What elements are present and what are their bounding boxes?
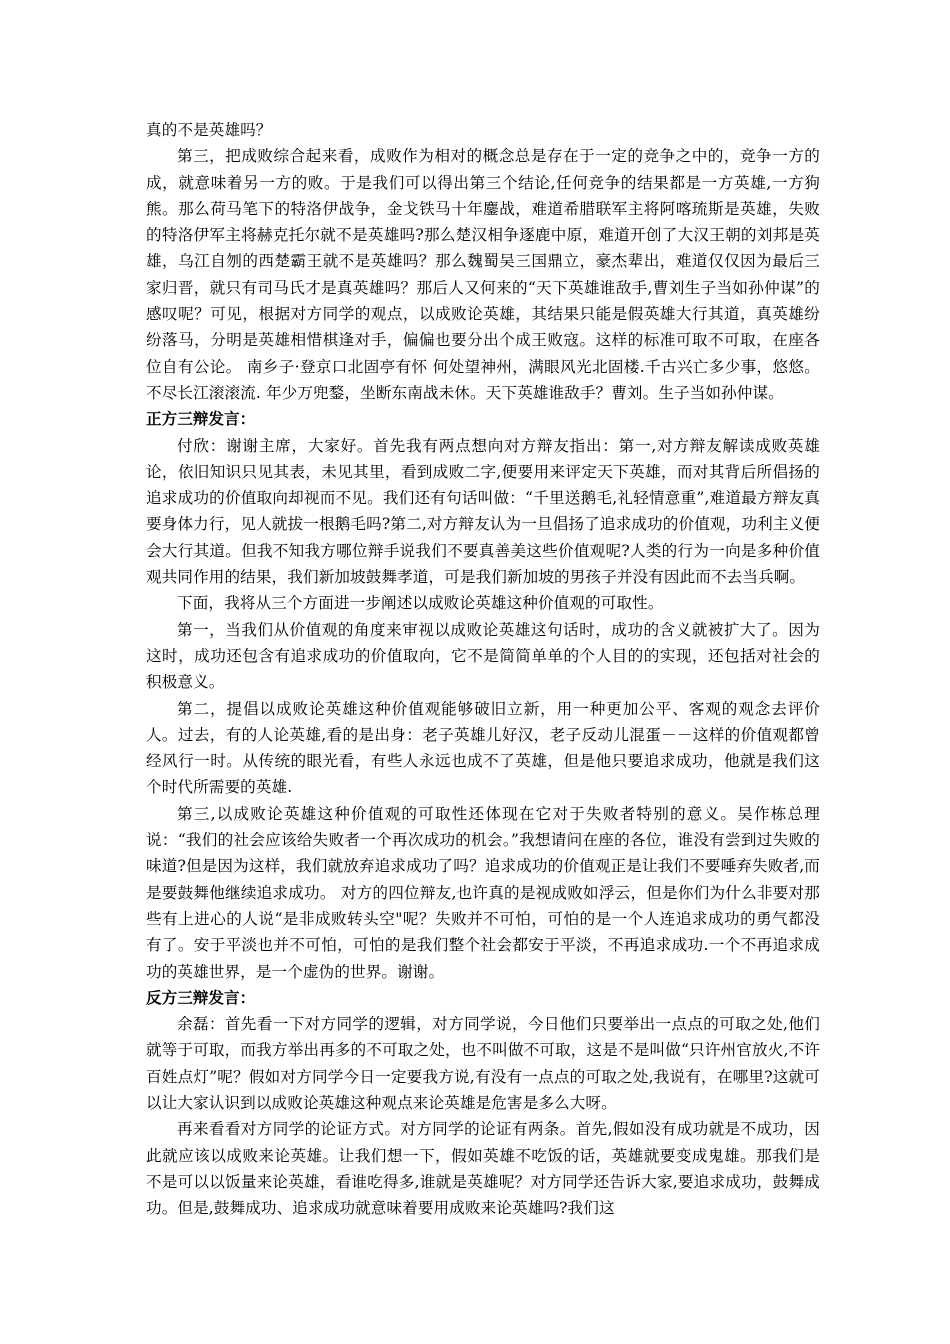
- paragraph: 第三，把成败综合起来看，成败作为相对的概念总是存在于一定的竞争之中的，竞争一方的成，就意味着另一方的败。于是我们可以得出第三个结论,任何竞争的结果都是一方英雄,一方狗熊。那么荷马笔下的特洛伊战争，金戈铁马十年鏖战，难道希腊联军主将阿喀琉斯是英雄，失败的特洛伊军主将赫克托尔就不是英雄吗?那么楚汉相争逐鹿中原，难道开创了大汉王朝的刘邦是英雄，乌江自刎的西楚霸王就不是英雄吗？那么魏蜀吴三国鼎立，豪杰辈出，难道仅仅因为最后三家归晋，就只有司马氏才是真英雄吗？那后人又何来的“天下英雄谁敌手,曹刘生子当如孙仲谋”的感叹呢？可见，根据对方同学的观点，以成败论英雄，其结果只能是假英雄大行其道，真英雄纷纷落马，分明是英雄相惜棋逢对手，偏偏也要分出个成王败寇。这样的标准可取不可取，在座各位自有公论。 南乡子·登京口北固亭有怀 何处望神州，满眼风光北固楼.千古兴亡多少事，悠悠。不尽长江滚滚流. 年少万兜鍪，坐断东南战未休。天下英雄谁敌手？曹刘。生子当如孙仲谋。: [146, 147, 820, 402]
- paragraph: 真的不是英雄吗？: [146, 121, 272, 139]
- paragraph: 余磊：首先看一下对方同学的逻辑，对方同学说，今日他们只要举出一点点的可取之处,他们就等于可取，而我方举出再多的不可取之处，也不叫做不可取，这是不是叫做“只许州官放火,不许百姓点灯”呢？假如对方同学今日一定要我方说,有没有一点点的可取之处,我说有，在哪里?这就可以让大家认识到以成败论英雄这种观点来论英雄是危害是多么大呀。: [146, 1015, 820, 1112]
- document-page: [146, 117, 820, 1221]
- paragraph: 第三,以成败论英雄这种价值观的可取性还体现在它对于失败者特别的意义。吴作栋总理说：“我们的社会应该给失败者一个再次成功的机会。”我想请问在座的各位，谁没有尝到过失败的味道?但是因为这样，我们就放弃追求成功了吗？追求成功的价值观正是让我们不要唾弃失败者,而是要鼓舞他继续追求成功。 对方的四位辩友,也许真的是视成败如浮云，但是你们为什么非要对那些有上进心的人说“是非成败转头空"呢？失败并不可怕，可怕的是一个人连追求成功的勇气都没有了。安于平淡也并不可怕，可怕的是我们整个社会都安于平淡，不再追求成功.一个不再追求成功的英雄世界，是一个虚伪的世界。谢谢。: [146, 804, 820, 981]
- paragraph: 第一，当我们从价值观的角度来审视以成败论英雄这句话时，成功的含义就被扩大了。因为这时，成功还包含有追求成功的价值取向，它不是简简单单的个人目的的实现，还包括对社会的积极意义。: [146, 620, 820, 692]
- section-heading: 正方三辩发言：: [146, 410, 256, 429]
- paragraph: 付欣：谢谢主席，大家好。首先我有两点想向对方辩友指出：第一,对方辩友解读成败英雄论，依旧知识只见其表，未见其里，看到成败二字,便要用来评定天下英雄，而对其背后所倡扬的追求成功的价值取向却视而不见。我们还有句话叫做：“千里送鹅毛,礼轻情意重”,难道最方辩友真要身体力行，见人就拔一根鹅毛吗?第二,对方辩友认为一旦倡扬了追求成功的价值观，功利主义便会大行其道。但我不知我方哪位辩手说我们不要真善美这些价值观呢?人类的行为一向是多种价值观共同作用的结果，我们新加坡鼓舞孝道，可是我们新加坡的男孩子并没有因此而不去当兵啊。: [146, 436, 820, 587]
- paragraph: 下面，我将从三个方面进一步阐述以成败论英雄这种价值观的可取性。: [177, 594, 664, 613]
- paragraph: 第二，提倡以成败论英雄这种价值观能够破旧立新，用一种更加公平、客观的观念去评价人。过去，有的人论英雄,看的是出身：老子英雄儿好汉，老子反动儿混蛋－－这样的价值观都曾经风行一时。从传统的眼光看，有些人永远也成不了英雄，但是他只要追求成功，他就是我们这个时代所需要的英雄.: [146, 699, 820, 797]
- paragraph: 再来看看对方同学的论证方式。对方同学的论证有两条。首先,假如没有成功就是不成功，因此就应该以成败来论英雄。让我们想一下，假如英雄不吃饭的话，英雄就要变成鬼雄。那我们是不是可以以饭量来论英雄，看谁吃得多,谁就是英雄呢？对方同学还告诉大家,要追求成功，鼓舞成功。但是,鼓舞成功、追求成功就意味着要用成败来论英雄吗?我们这: [146, 1120, 820, 1218]
- section-heading: 反方三辩发言：: [146, 988, 256, 1007]
